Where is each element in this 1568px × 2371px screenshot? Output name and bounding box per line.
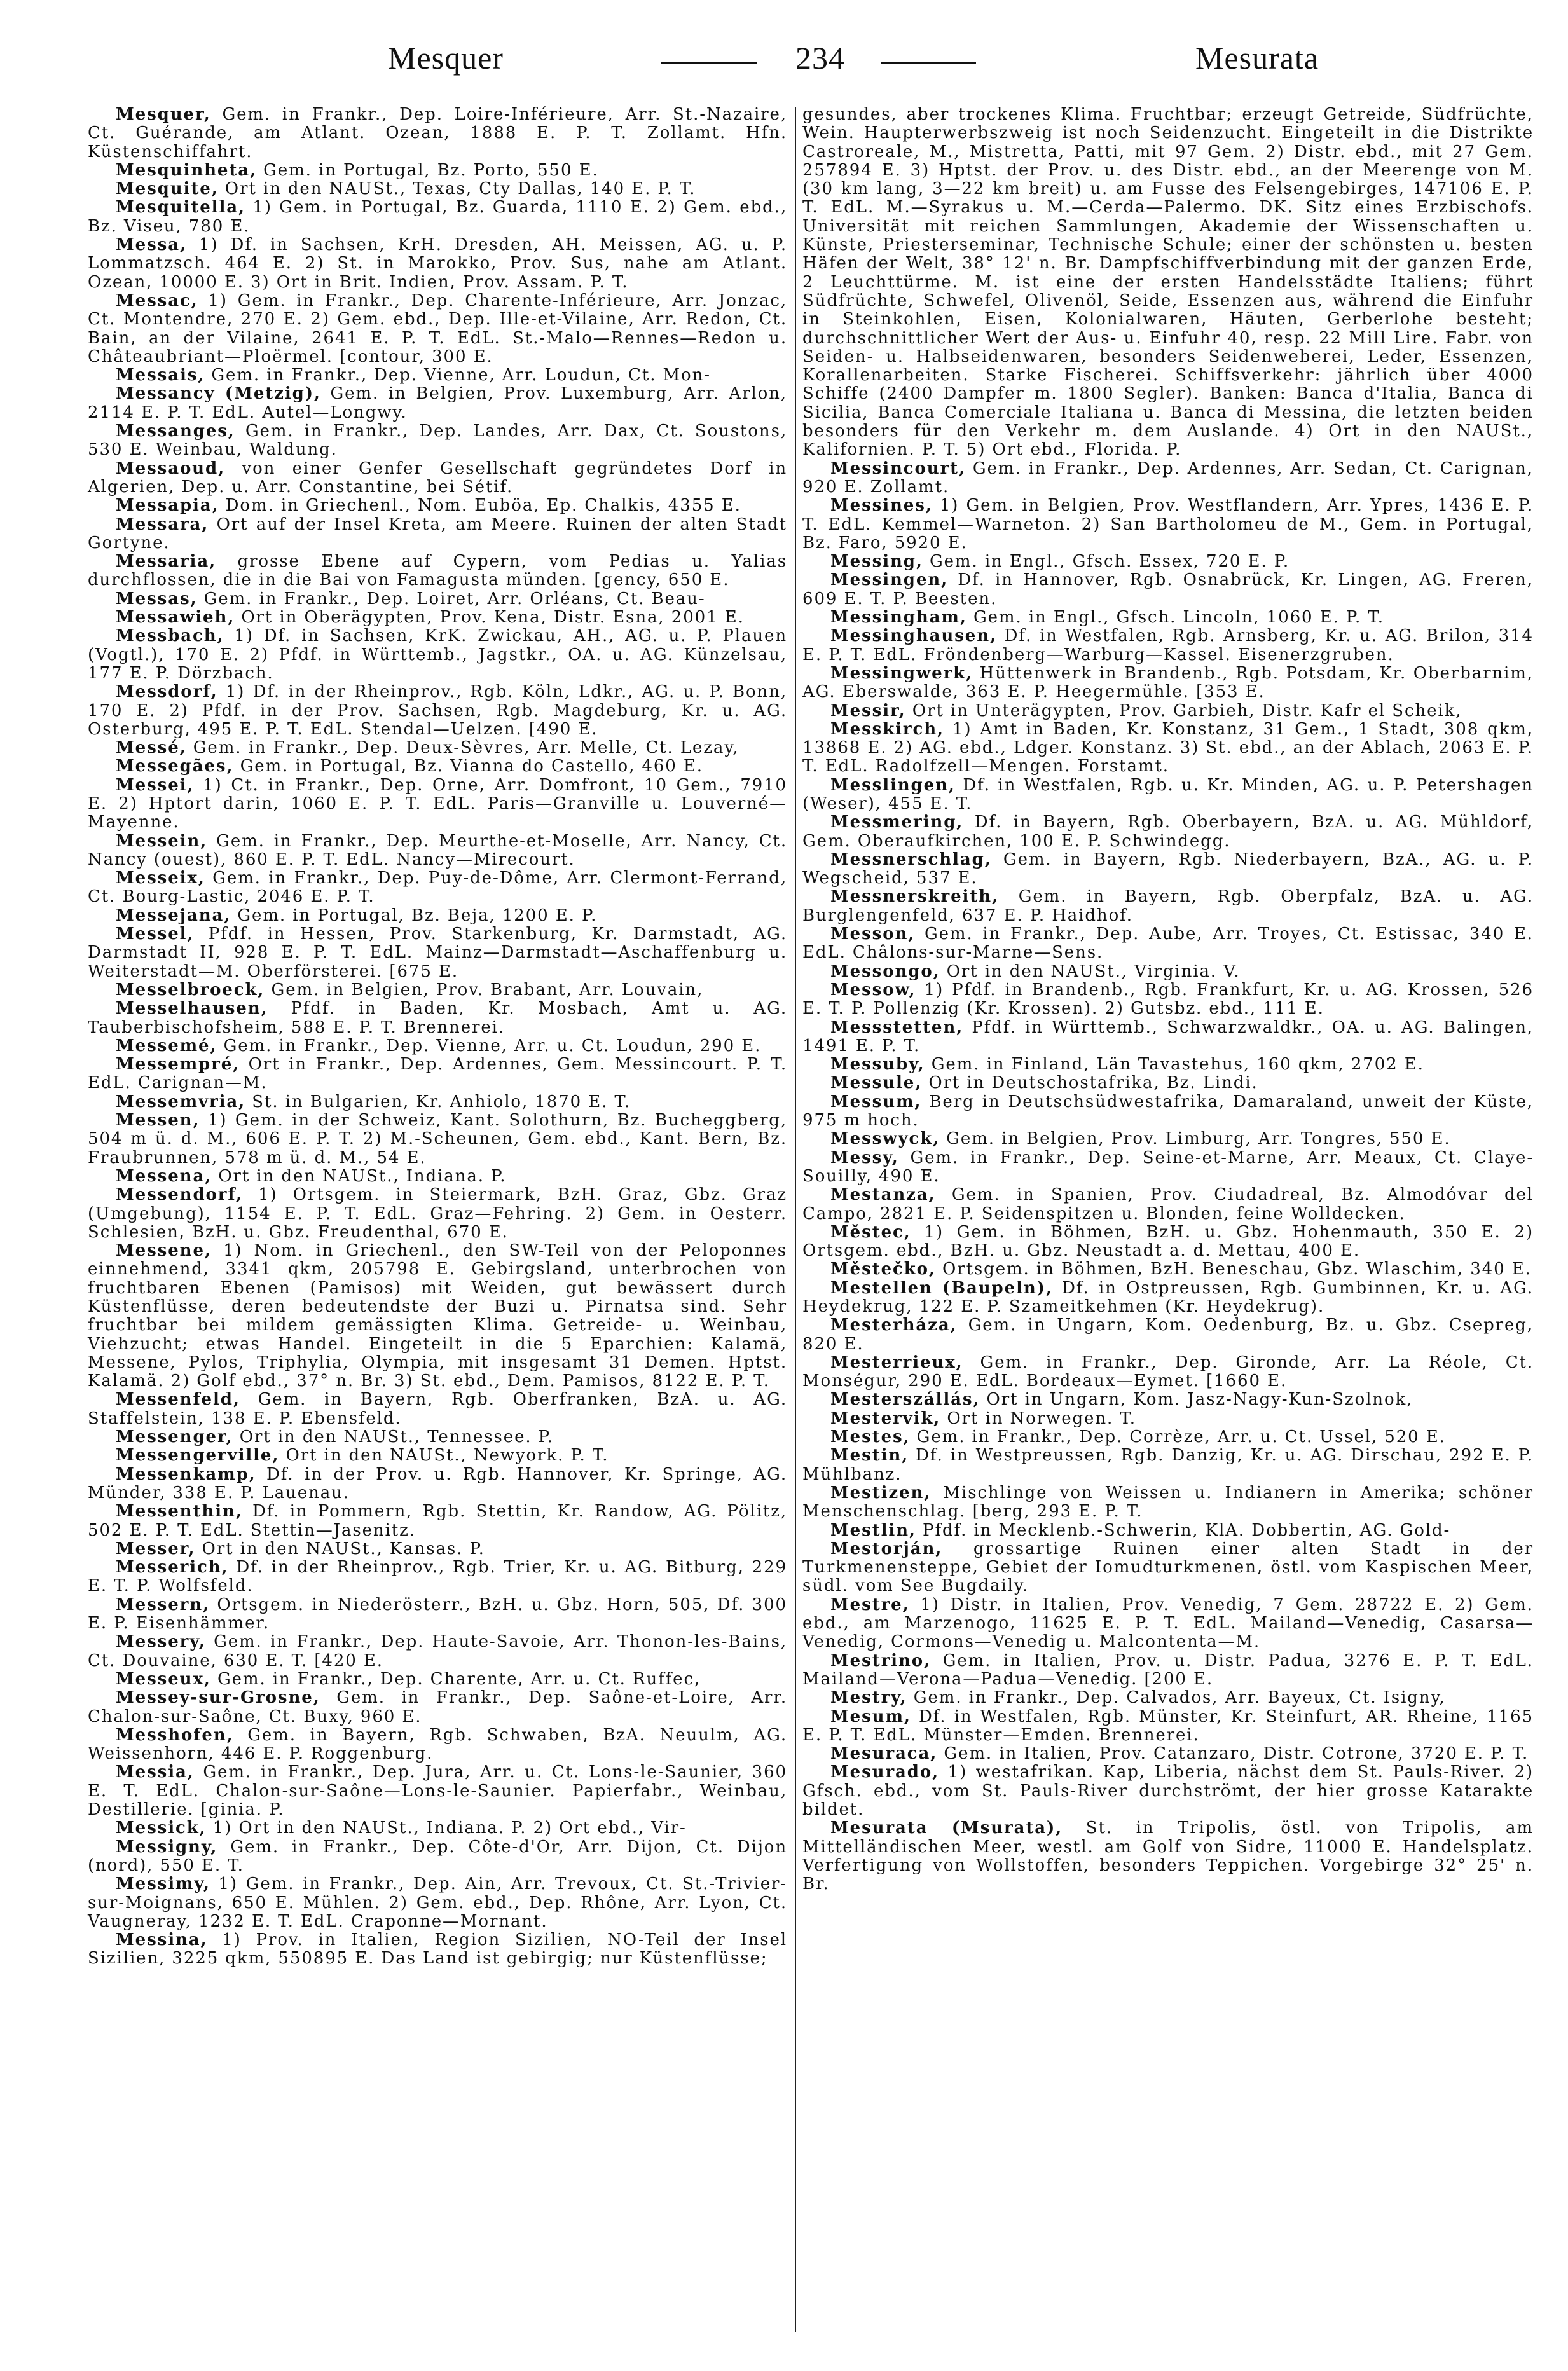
entry-headword: Messy,: [830, 1148, 899, 1167]
entry-headword: Messawieh,: [116, 608, 235, 628]
gazetteer-entry: [802, 1522, 1534, 1540]
entry-headword: Messern,: [116, 1595, 210, 1614]
gazetteer-entry: [88, 1093, 787, 1111]
gazetteer-entry: [88, 627, 787, 683]
entry-text: Gem. in Frankr., Dep. Calvados, Arr. Bayeux, Ct. Isigny,: [907, 1688, 1446, 1708]
gazetteer-entry: [802, 776, 1534, 814]
gazetteer-entry: [802, 1130, 1534, 1148]
gazetteer-entry: [802, 1391, 1534, 1409]
entry-text: Hüttenwerk in Brandenb., Rgb. Potsdam, Kr. Oberbarnim, AG. Eberswalde, 363 E. P. Heegermühle. [353 E.: [802, 663, 1534, 702]
entry-text: Gem. in Frankr., Dep. Puy-de-Dôme, Arr. Clermont-Ferrand, Ct. Bourg-Lastic, 2046 E. P. T.: [88, 869, 787, 907]
gazetteer-entry: [802, 627, 1534, 664]
entry-headword: Mesurado,: [830, 1763, 940, 1782]
entry-headword: Mestellen (Baupeln),: [830, 1278, 1053, 1298]
entry-headword: Messanges,: [116, 422, 235, 441]
gazetteer-entry: [802, 702, 1534, 720]
entry-headword: Messé,: [116, 738, 187, 758]
entry-headword: Messaria,: [116, 552, 217, 572]
entry-text: Ort in Unterägypten, Prov. Garbieh, Distr. Kafr el Scheik,: [905, 701, 1462, 720]
gazetteer-entry: [802, 1354, 1534, 1391]
entry-continuation: gesundes, aber trockenes Klima. Fruchtbar; erzeugt Getreide, Südfrüchte, Wein. Haupterwerbszweig ist noch Seidenzucht. Eingeteilt in die Distrikte Castroreale, M., Mistretta, Patti, mit 97 Gem. 2) Distr. ebd., mit 27 Gem. 257894 E. 3) Hptst. der Prov. u. des Distr. ebd., an der Meerenge von M. (30 km lang, 3—22 km breit) u. am Fusse des Felsengebirges, 147106 E. P. T. EdL. M.—Syrakus u. M.—Cerda—Palermo. DK. Sitz eines Erzbischofs. Universität mit reichen Sammlungen, Akademie der Wissenschaften u. Künste, Priesterseminar, Technische Schule; einer der schönsten u. besten Häfen der Welt, 38° 12' n. Br. Dampfschiffverbindung mit der ganzen Erde, 2 Leuchttürme. M. ist eine der ersten Handelsstädte Italiens; führt Südfrüchte, Schwefel, Olivenöl, Seide, Essenzen aus, während die Einfuhr in Steinkohlen, Eisen, Kolonialwaren, Häuten, Gerberlohe besteht; durchschnittlicher Wert der Aus- u. Einfuhr 40, resp. 22 Mill Lire. Fabr. von Seiden- u. Halbseidenwaren, besonders Seidenweberei, Leder, Essenzen, Korallenarbeiten. Starke Fischerei. Schiffsverkehr: jährlich über 4000 Schiffe (2400 Dampfer m. 1800 Segler). Banken: Banca d'Italia, Banca di Sicilia, Banca Comerciale Italiana u. Banca di Messina, die letzten beiden besonders für den Verkehr m. dem Auslande. 4) Ort in den NAUSt., Kalifornien. P. T. 5) Ort ebd., Florida. P.: [802, 105, 1534, 460]
entry-headword: Messule,: [830, 1073, 923, 1093]
gazetteer-entry: [802, 720, 1534, 776]
gazetteer-entry: [88, 1670, 787, 1689]
entry-headword: Messerich,: [116, 1558, 229, 1577]
entry-headword: Messlingen,: [830, 775, 956, 795]
gazetteer-entry: [802, 813, 1534, 851]
gazetteer-entry: [88, 683, 787, 739]
entry-headword: Messenfeld,: [116, 1390, 240, 1410]
entry-text: Berg in Deutschsüdwestafrika, Damaraland, unweit der Küste, 975 m hoch.: [802, 1092, 1534, 1131]
entry-headword: Mesterháza,: [830, 1316, 958, 1335]
gazetteer-entry: [88, 1391, 787, 1428]
entry-headword: Messempré,: [116, 1055, 240, 1075]
gazetteer-entry: [88, 757, 787, 776]
right-column: [802, 106, 1534, 1894]
entry-headword: Mesquite,: [116, 179, 219, 199]
entry-text: Gem. in Frankr., Dep. Seine-et-Marne, Arr. Meaux, Ct. Claye-Souilly, 490 E.: [802, 1148, 1534, 1186]
gazetteer-entry: [802, 664, 1534, 702]
entry-headword: Mesurata (Msurata),: [830, 1818, 1063, 1838]
gazetteer-entry: [88, 1633, 787, 1670]
entry-headword: Messelbroeck,: [116, 980, 265, 1000]
entry-headword: Messena,: [116, 1166, 212, 1186]
entry-headword: Messdorf,: [116, 682, 218, 702]
entry-text: Ort in Ungarn, Kom. Jasz-Nagy-Kun-Szolnok,: [980, 1390, 1413, 1410]
entry-text: Gem. in Belgien, Prov. Brabant, Arr. Louvain,: [265, 980, 704, 1000]
entry-headword: Messkirch,: [830, 719, 944, 739]
entry-text: Ort auf der Insel Kreta, am Meere. Ruinen der alten Stadt Gortyne.: [88, 514, 787, 553]
entry-headword: Messelhausen,: [116, 999, 268, 1019]
entry-text: Gem. in Finland, Län Tavastehus, 160 qkm, 2702 E.: [925, 1055, 1424, 1075]
entry-headword: Messir,: [830, 701, 906, 720]
gazetteer-entry: [802, 1093, 1534, 1131]
entry-headword: Mestre,: [830, 1595, 910, 1614]
entry-headword: Mesum,: [830, 1707, 911, 1726]
entry-text: grosse Ebene auf Cypern, vom Pedias u. Yalias durchflossen, die in die Bai von Famagusta münden. [gency, 650 E.: [88, 552, 787, 590]
gazetteer-entry: [88, 869, 787, 907]
entry-headword: Mestlin,: [830, 1520, 916, 1540]
entry-headword: Mestanza,: [830, 1185, 936, 1205]
entry-headword: Messbach,: [116, 626, 224, 646]
header-rule-right: [881, 62, 976, 64]
entry-headword: Messapia,: [116, 496, 219, 516]
gazetteer-entry: [88, 1931, 787, 1969]
gazetteer-entry: [88, 292, 787, 366]
entry-text: Df. in der Rheinprov., Rgb. Trier, Kr. u. AG. Bitburg, 229 E. T. P. Wolfsfeld.: [88, 1558, 787, 1596]
entry-text: 1) Nom. in Griechenl., den SW-Teil von der Peloponnes einnehmend, 3341 qkm, 205798 E. Gebirgsland, unterbrochen von fruchtbaren Ebenen (Pamisos) mit Weiden, gut bewässert durch Küstenflüsse, deren bedeutendste der Buzi u. Pirnatsa sind. Sehr fruchtbar bei mildem gemässigten Klima. Getreide- u. Weinbau, Viehzucht; etwas Handel. Eingeteilt in die 5 Eparchien: Kalamä, Messene, Pylos, Triphylia, Olympia, mit insgesamt 31 Demen. Hptst. Kalamä. 2) Golf ebd., 37° n. Br. 3) St. ebd., Dem. Pamisos, 8122 E. P. T.: [88, 1241, 787, 1391]
entry-text: Df. in Westfalen, Rgb. Münster, Kr. Steinfurt, AR. Rheine, 1165 E. P. T. EdL. Münster—Emden. Brennerei.: [802, 1707, 1534, 1745]
entry-headword: Messel,: [116, 924, 195, 944]
gazetteer-entry: [88, 516, 787, 553]
entry-text: Mischlinge von Weissen u. Indianern in Amerika; schöner Menschenschlag. [berg, 293 E. P. T.: [802, 1483, 1534, 1522]
entry-text: Gem. in Bayern, Rgb. Oberpfalz, BzA. u. AG. Burglengenfeld, 637 E. P. Haidhof.: [802, 887, 1534, 925]
entry-text: Gem. in Bayern, Rgb. Niederbayern, BzA., AG. u. P. Wegscheid, 537 E.: [802, 849, 1534, 888]
header-first-entry: Mesquer: [388, 40, 504, 76]
entry-headword: Mestes,: [830, 1427, 911, 1447]
gazetteer-entry: [88, 1242, 787, 1391]
entry-text: von einer Genfer Gesellschaft gegründetes Dorf in Algerien, Dep. u. Arr. Constantine, bei Sétif.: [88, 458, 787, 497]
gazetteer-entry: [802, 1540, 1534, 1596]
gazetteer-entry: [88, 1447, 787, 1465]
gazetteer-entry: [802, 1055, 1534, 1074]
gazetteer-entry: [802, 1260, 1534, 1279]
entry-text: Pfdf. in Württemb., Schwarzwaldkr., OA. u. AG. Balingen, 1491 E. P. T.: [802, 1017, 1534, 1055]
gazetteer-entry: [802, 1708, 1534, 1745]
entry-text: Gem. in Italien, Prov. u. Distr. Padua, 3276 E. P. T. EdL. Mailand—Verona—Padua—Venedig. [200 E.: [802, 1651, 1534, 1689]
entry-headword: Messery,: [116, 1632, 206, 1652]
entry-text: 1) Df. in Sachsen, KrH. Dresden, AH. Meissen, AG. u. P. Lommatzsch. 464 E. 2) St. in Marokko, Prov. Sus, nahe am Atlant. Ozean, 10000 E. 3) Ort in Brit. Indien, Prov. Assam. P. T.: [88, 235, 787, 292]
entry-headword: Messinghausen,: [830, 626, 997, 646]
entry-headword: Messimy,: [116, 1874, 210, 1894]
entry-text: 1) Gem. in Frankr., Dep. Ain, Arr. Trevoux, Ct. St.-Trivier-sur-Moignans, 650 E. Mühlen. 2) Gem. ebd., Dep. Rhône, Arr. Lyon, Ct. Vaugneray, 1232 E. T. EdL. Craponne—Mornant.: [88, 1874, 787, 1931]
entry-headword: Messeux,: [116, 1669, 211, 1689]
entry-text: Ort in den NAUSt., Indiana. P.: [212, 1166, 507, 1186]
entry-text: 1) Gem. in Böhmen, BzH. u. Gbz. Hohenmauth, 350 E. 2) Ortsgem. ebd., BzH. u. Gbz. Neustadt a. d. Mettau, 400 E.: [802, 1222, 1534, 1261]
gazetteer-entry: [88, 497, 787, 515]
entry-headword: Messara,: [116, 514, 209, 534]
left-column: [88, 106, 787, 1969]
entry-text: 1) Amt in Baden, Kr. Konstanz, 31 Gem., 1 Stadt, 308 qkm, 13868 E. 2) AG. ebd., Ldger. Konstanz. 3) St. ebd., an der Ablach, 2063 E. P. T. EdL. Radolfzell—Mengen. Forstamt.: [802, 719, 1534, 776]
header-last-entry: Mesurata: [1195, 40, 1319, 76]
entry-text: 1) Prov. in Italien, Region Sizilien, NO-Teil der Insel Sizilien, 3225 qkm, 550895 E. Das Land ist gebirgig; nur Küstenflüsse;: [88, 1930, 787, 1969]
gazetteer-entry: [88, 776, 787, 832]
entry-headword: Mestry,: [830, 1688, 907, 1708]
entry-text: Ort in den NAUSt., Texas, Cty Dallas, 140 E. P. T.: [218, 179, 696, 199]
entry-headword: Messuby,: [830, 1055, 925, 1075]
entry-text: St. in Tripolis, östl. von Tripolis, am Mittelländischen Meer, westl. am Golf von Sidre, 11000 E. Handelsplatz. Verfertigung von Wollstoffen, besonders Teppichen. Vorgebirge 32° 25' n. Br.: [802, 1818, 1534, 1894]
entry-headword: Mesuraca,: [830, 1744, 938, 1764]
gazetteer-entry: [802, 1279, 1534, 1317]
entry-text: Df. in Bayern, Rgb. Oberbayern, BzA. u. AG. Mühldorf, Gem. Oberaufkirchen, 100 E. P. Schwindegg.: [802, 813, 1534, 851]
entry-headword: Messengerville,: [116, 1446, 280, 1466]
entry-text: St. in Bulgarien, Kr. Anhiolo, 1870 E. T.: [245, 1092, 631, 1111]
entry-text: 1) Distr. in Italien, Prov. Venedig, 7 Gem. 28722 E. 2) Gem. ebd., am Marzenogo, 11625 E. P. T. EdL. Mailand—Venedig, Casarsa—Venedig, Cormons—Venedig u. Malcontenta—M.: [802, 1595, 1534, 1652]
entry-text: Gem. in Frankr., Dep. Charente, Arr. u. Ct. Ruffec,: [210, 1669, 701, 1689]
gazetteer-entry: [88, 590, 787, 608]
entry-text: Pfdf. in Hessen, Prov. Starkenburg, Kr. Darmstadt, AG. Darmstadt II, 928 E. P. T. EdL. Mainz—Darmstadt—Aschaffenburg u. Weiterstadt—M. Oberförsterei. [675 E.: [88, 924, 787, 981]
entry-text: Df. in Westpreussen, Rgb. Danzig, Kr. u. AG. Dirschau, 292 E. P. Mühlbanz.: [802, 1446, 1534, 1484]
entry-text: Gem. in Frankr., Dep. Saône-et-Loire, Arr. Chalon-sur-Saône, Ct. Buxy, 960 E.: [88, 1688, 787, 1726]
entry-text: 1) Df. in Sachsen, KrK. Zwickau, AH., AG. u. P. Plauen (Vogtl.), 170 E. 2) Pfdf. in Württemb., Jagstkr., OA. u. AG. Künzelsau, 177 E. P. Dörzbach.: [88, 626, 787, 683]
entry-headword: Messas,: [116, 589, 198, 608]
gazetteer-entry: [802, 553, 1534, 571]
entry-headword: Mesquitella,: [116, 198, 245, 217]
gazetteer-entry: [88, 385, 787, 422]
entry-text: Df. in Westfalen, Rgb. u. Kr. Minden, AG. u. P. Petershagen (Weser), 455 E. T.: [802, 775, 1534, 813]
entry-text: Ort in den NAUSt., Virginia. V.: [940, 961, 1241, 981]
gazetteer-entry: [88, 1819, 787, 1838]
gazetteer-entry: [88, 460, 787, 497]
entry-headword: Messei,: [116, 775, 195, 795]
gazetteer-entry: [88, 1596, 787, 1633]
entry-text: Gem. in Engl., Gfsch. Essex, 720 E. P.: [923, 552, 1290, 572]
gazetteer-entry: [802, 1316, 1534, 1354]
gazetteer-entry: [88, 1186, 787, 1242]
entry-text: Ort in den NAUSt., Newyork. P. T.: [279, 1446, 609, 1466]
entry-text: Gem. in Belgien, Prov. Limburg, Arr. Tongres, 550 E.: [940, 1129, 1451, 1149]
entry-text: 1) Gem. in der Schweiz, Kant. Solothurn, Bz. Bucheggberg, 504 m ü. d. M., 606 E. P. T. 2) M.-Scheunen, Gem. ebd., Kant. Bern, Bz. Fraubrunnen, 578 m ü. d. M., 54 E.: [88, 1111, 787, 1167]
gazetteer-entry: [88, 981, 787, 1000]
entry-headword: Messnerskreith,: [830, 887, 999, 907]
entry-headword: Messow,: [830, 980, 916, 1000]
entry-headword: Messaoud,: [116, 458, 226, 478]
entry-text: 1) Gem. in Portugal, Bz. Guarda, 1110 E. 2) Gem. ebd., Bz. Viseu, 780 E.: [88, 198, 787, 236]
gazetteer-entry: [88, 422, 787, 460]
entry-text: Df. in Hannover, Rgb. Osnabrück, Kr. Lingen, AG. Freren, 609 E. T. P. Beesten.: [802, 570, 1534, 608]
gazetteer-entry: [802, 1074, 1534, 1092]
entry-text: 1) Gem. in Belgien, Prov. Westflandern, Arr. Ypres, 1436 E. P. T. EdL. Kemmel—Warneton. 2) San Bartholomeu de M., Gem. in Portugal, Bz. Faro, 5920 E.: [802, 496, 1534, 553]
gazetteer-entry: [802, 888, 1534, 925]
entry-headword: Mesquer,: [116, 105, 211, 124]
entry-text: Df. in Ostpreussen, Rgb. Gumbinnen, Kr. u. AG. Heydekrug, 122 E. P. Szameitkehmen (Kr. Heydekrug).: [802, 1278, 1534, 1316]
gazetteer-entry: [802, 1149, 1534, 1186]
gazetteer-entry: [88, 1726, 787, 1764]
gazetteer-entry: [88, 1466, 787, 1503]
entry-headword: Messhofen,: [116, 1725, 234, 1745]
gazetteer-entry: [88, 1540, 787, 1558]
entry-text: Ort in den NAUSt., Tennessee. P.: [233, 1427, 554, 1447]
entry-headword: Mesquinheta,: [116, 160, 257, 180]
entry-text: 1) Pfdf. in Brandenb., Rgb. Frankfurt, Kr. u. AG. Krossen, 526 E. T. P. Pollenzig (Kr. Krossen). 2) Gutsbz. ebd., 111 E.: [802, 980, 1534, 1019]
gazetteer-entry: [88, 1502, 787, 1540]
gazetteer-entry: [802, 1186, 1534, 1223]
entry-text: Gem. in Belgien, Prov. Luxemburg, Arr. Arlon, 2114 E. P. T. EdL. Autel—Longwy.: [88, 384, 787, 422]
entry-text: Gem. in Frankr., Dep. Deux-Sèvres, Arr. Melle, Ct. Lezay,: [186, 738, 739, 758]
entry-headword: Messejana,: [116, 905, 231, 925]
entry-headword: Messenger,: [116, 1427, 233, 1447]
gazetteer-entry: [88, 1428, 787, 1447]
gazetteer-entry: [88, 1055, 787, 1093]
entry-text: Ort in Norwegen. T.: [940, 1408, 1136, 1428]
gazetteer-entry: [802, 1745, 1534, 1763]
entry-headword: Messenkamp,: [116, 1464, 256, 1484]
entry-headword: Messancy (Metzig),: [116, 384, 321, 404]
entry-headword: Messer,: [116, 1539, 196, 1558]
entry-text: Gem. in Frankr., Dep. Aube, Arr. Troyes, Ct. Estissac, 340 E. EdL. Châlons-sur-Marne—Sens.: [802, 924, 1534, 963]
entry-headword: Messia,: [116, 1763, 195, 1782]
entry-text: Gem. in Portugal, Bz. Vianna do Castello, 460 E.: [233, 757, 703, 776]
entry-headword: Messene,: [116, 1241, 212, 1261]
entry-text: Pfdf. in Mecklenb.-Schwerin, KlA. Dobbertin, AG. Gold-: [916, 1520, 1451, 1540]
entry-text: Gem. in Frankr., Dep. Vienne, Arr. Loudun, Ct. Mon-: [205, 366, 711, 385]
entry-text: Gem. in Frankr., Dep. Vienne, Arr. u. Ct. Loudun, 290 E.: [217, 1036, 762, 1055]
gazetteer-entry: [88, 162, 787, 180]
entry-headword: Mestrino,: [830, 1651, 931, 1670]
entry-headword: Mestizen,: [830, 1483, 932, 1502]
gazetteer-entry: [88, 739, 787, 757]
entry-headword: Messum,: [830, 1092, 922, 1111]
entry-text: Gem. in Ungarn, Kom. Oedenburg, Bz. u. Gbz. Csepreg, 820 E.: [802, 1316, 1534, 1354]
entry-headword: Městec,: [830, 1222, 911, 1242]
entry-text: Gem. in Frankr., Dep. Haute-Savoie, Arr. Thonon-les-Bains, Ct. Douvaine, 630 E. T. [420 E.: [88, 1632, 787, 1670]
gazetteer-entry: [88, 1558, 787, 1596]
entry-text: Gem. in Bayern, Rgb. Oberfranken, BzA. u. AG. Staffelstein, 138 E. P. Ebensfeld.: [88, 1390, 787, 1428]
entry-text: 1) Df. in der Rheinprov., Rgb. Köln, Ldkr., AG. u. P. Bonn, 170 E. 2) Pfdf. in der Prov. Sachsen, Rgb. Magdeburg, Kr. u. AG. Osterburg, 495 E. P. T. EdL. Stendal—Uelzen. [490 E.: [88, 682, 787, 739]
entry-headword: Messina,: [116, 1930, 208, 1950]
entry-text: 1) westafrikan. Kap, Liberia, nächst dem St. Pauls-River. 2) Gfsch. ebd., vom St. Pauls-River durchströmt, der hier grosse Katarakte bildet.: [802, 1763, 1534, 1820]
entry-headword: Messing,: [830, 552, 923, 572]
column-divider: [795, 107, 796, 2332]
gazetteer-entry: [802, 963, 1534, 981]
entry-headword: Messigny,: [116, 1837, 218, 1857]
entry-headword: Messemvria,: [116, 1092, 246, 1111]
entry-text: Df. in Pommern, Rgb. Stettin, Kr. Randow, AG. Pölitz, 502 E. P. T. EdL. Stettin—Jasenitz.: [88, 1502, 787, 1540]
gazetteer-entry: [88, 907, 787, 925]
entry-headword: Messac,: [116, 291, 198, 310]
entry-text: Gem. in Frankr., Dep. Loiret, Arr. Orléans, Ct. Beau-: [197, 589, 706, 608]
gazetteer-entry: [88, 236, 787, 292]
gazetteer-entry: [88, 1111, 787, 1167]
entry-text: Ort in Frankr., Dep. Ardennes, Gem. Messincourt. P. T. EdL. Carignan—M.: [88, 1055, 787, 1093]
gazetteer-entry: [88, 1000, 787, 1037]
entry-text: 1) Ort in den NAUSt., Indiana. P. 2) Ort ebd., Vir-: [206, 1818, 687, 1838]
entry-text: 1) Gem. in Frankr., Dep. Charente-Inférieure, Arr. Jonzac, Ct. Montendre, 270 E. 2) Gem. ebd., Dep. Ille-et-Vilaine, Arr. Redon, Ct. Bain, an der Vilaine, 2641 E. P. T. EdL. St.-Malo—Rennes—Redon u. Châteaubriant—Ploërmel. [contour, 300 E.: [88, 291, 787, 366]
entry-headword: Mestin,: [830, 1446, 909, 1466]
gazetteer-entry: [88, 106, 787, 162]
entry-headword: Messemé,: [116, 1036, 217, 1055]
gazetteer-entry: [802, 981, 1534, 1019]
entry-headword: Mesterszállás,: [830, 1390, 980, 1410]
gazetteer-entry: [802, 1410, 1534, 1428]
entry-text: Ort in den NAUSt., Kansas. P.: [195, 1539, 485, 1558]
entry-headword: Messongo,: [830, 961, 940, 981]
entry-text: 1) Ortsgem. in Steiermark, BzH. Graz, Gbz. Graz (Umgebung), 1154 E. P. T. EdL. Graz—Fehring. 2) Gem. in Oesterr. Schlesien, BzH. u. Gbz. Freudenthal, 670 E.: [88, 1185, 787, 1242]
entry-text: Gem. in Frankr., Dep. Ardennes, Arr. Sedan, Ct. Carignan, 920 E. Zollamt.: [802, 458, 1534, 497]
entry-headword: Messingwerk,: [830, 663, 973, 683]
page-number: 234: [795, 40, 845, 76]
entry-text: Gem. in Frankr., Dep. Landes, Arr. Dax, Ct. Soustons, 530 E. Weinbau, Waldung.: [88, 422, 787, 460]
entry-text: Gem. in Italien, Prov. Catanzaro, Distr. Cotrone, 3720 E. P. T.: [937, 1744, 1529, 1764]
entry-headword: Messey-sur-Grosne,: [116, 1688, 320, 1708]
entry-text: grossartige Ruinen einer alten Stadt in der Turkmenensteppe, Gebiet der Iomudturkmenen, östl. vom Kaspischen Meer, südl. vom See Bugdaily.: [802, 1539, 1534, 1596]
entry-text: Gem. in Frankr., Dep. Côte-d'Or, Arr. Dijon, Ct. Dijon (nord), 550 E. T.: [88, 1837, 787, 1875]
gazetteer-entry: [88, 608, 787, 627]
page-header: [89, 39, 1545, 90]
gazetteer-entry: [802, 1652, 1534, 1689]
gazetteer-entry: [88, 198, 787, 236]
entry-headword: Messincourt,: [830, 458, 966, 478]
entry-text: Ortsgem. in Böhmen, BzH. Beneschau, Gbz. Wlaschim, 340 E.: [935, 1260, 1532, 1279]
entry-headword: Messines,: [830, 496, 933, 516]
gazetteer-entry: [802, 1689, 1534, 1707]
entry-headword: Messeix,: [116, 869, 205, 888]
gazetteer-entry: [88, 1838, 787, 1876]
entry-headword: Mestorján,: [830, 1539, 943, 1558]
gazetteer-entry: [88, 1037, 787, 1055]
entry-text: Ort in Deutschostafrika, Bz. Lindi.: [922, 1073, 1258, 1093]
gazetteer-entry: [802, 1019, 1534, 1056]
entry-text: Gem. in Frankr., Dep. Gironde, Arr. La Réole, Ct. Monségur, 290 E. EdL. Bordeaux—Eymet. [1660 E.: [802, 1352, 1534, 1391]
entry-headword: Messen,: [116, 1111, 200, 1131]
entry-text: Gem. in Frankr., Dep. Loire-Inférieure, Arr. St.-Nazaire, Ct. Guérande, am Atlant. Ozean, 1888 E. P. T. Zollamt. Hfn. Küstenschiffahrt.: [88, 105, 787, 162]
gazetteer-entry: [802, 497, 1534, 553]
gazetteer-entry: [88, 553, 787, 590]
entry-headword: Messnerschlag,: [830, 849, 992, 869]
entry-text: Gem. in Spanien, Prov. Ciudadreal, Bz. Almodóvar del Campo, 2821 E. P. Seidenspitzen u. Blonden, feine Wolldecken.: [802, 1185, 1534, 1223]
gazetteer-entry: [88, 925, 787, 981]
gazetteer-entry: [802, 1223, 1534, 1261]
entry-text: Dom. in Griechenl., Nom. Euböa, Ep. Chalkis, 4355 E.: [219, 496, 741, 516]
entry-headword: Messa,: [116, 235, 187, 255]
entry-text: Df. in der Prov. u. Rgb. Hannover, Kr. Springe, AG. Münder, 338 E. P. Lauenau.: [88, 1464, 787, 1502]
entry-text: Gem. in Portugal, Bz. Porto, 550 E.: [256, 160, 599, 180]
gazetteer-entry: [88, 1167, 787, 1186]
entry-headword: Messein,: [116, 831, 208, 851]
gazetteer-entry: [802, 851, 1534, 888]
entry-headword: Messingen,: [830, 570, 949, 590]
gazetteer-entry: [88, 832, 787, 870]
gazetteer-entry: [802, 925, 1534, 963]
entry-headword: Městečko,: [830, 1260, 936, 1279]
gazetteer-entry: [802, 1484, 1534, 1522]
entry-headword: Messenthin,: [116, 1502, 243, 1522]
entry-headword: Messais,: [116, 366, 205, 385]
entry-text: Ortsgem. in Niederösterr., BzH. u. Gbz. Horn, 505, Df. 300 E. P. Eisenhämmer.: [88, 1595, 787, 1633]
entry-text: Ort in Oberägypten, Prov. Kena, Distr. Esna, 2001 E.: [235, 608, 745, 628]
entry-text: Gem. in Engl., Gfsch. Lincoln, 1060 E. P. T.: [966, 608, 1384, 628]
header-rule-left: [661, 62, 757, 64]
gazetteer-entry: [802, 1819, 1534, 1893]
entry-headword: Messendorf,: [116, 1185, 243, 1205]
entry-headword: Mestervik,: [830, 1408, 941, 1428]
entry-text: 1) Ct. in Frankr., Dep. Orne, Arr. Domfront, 10 Gem., 7910 E. 2) Hptort darin, 1060 E. P. T. EdL. Paris—Granville u. Louverné—Mayenne.: [88, 775, 787, 832]
entry-headword: Messstetten,: [830, 1017, 964, 1037]
gazetteer-entry: [802, 1763, 1534, 1819]
gazetteer-entry: [802, 1428, 1534, 1447]
gazetteer-entry: [88, 366, 787, 385]
entry-headword: Messick,: [116, 1818, 207, 1838]
gazetteer-entry: [802, 460, 1534, 497]
gazetteer-entry: [802, 1596, 1534, 1652]
entry-headword: Messon,: [830, 924, 916, 944]
entry-text: Gem. in Portugal, Bz. Beja, 1200 E. P.: [231, 905, 598, 925]
gazetteer-entry: [88, 180, 787, 198]
gazetteer-entry: [802, 1447, 1534, 1484]
entry-text: Gem. in Frankr., Dep. Corrèze, Arr. u. Ct. Ussel, 520 E.: [910, 1427, 1446, 1447]
entry-headword: Messmering,: [830, 813, 964, 832]
entry-text: Gem. in Frankr., Dep. Jura, Arr. u. Ct. Lons-le-Saunier, 360 E. T. EdL. Chalon-sur-Saône—Lons-le-Saunier. Papierfabr., Weinbau, Destillerie. [ginia. P.: [88, 1763, 787, 1820]
entry-headword: Messwyck,: [830, 1129, 940, 1149]
entry-headword: Mesterrieux,: [830, 1352, 963, 1372]
gazetteer-entry: [802, 608, 1534, 627]
gazetteer-entry: [88, 1875, 787, 1931]
entry-text: Df. in Westfalen, Rgb. Arnsberg, Kr. u. AG. Brilon, 314 E. P. T. EdL. Fröndenberg—Warburg—Kassel. Eisenerzgruben.: [802, 626, 1534, 664]
entry-headword: Messegães,: [116, 757, 234, 776]
gazetteer-entry: [802, 571, 1534, 608]
entry-text: Pfdf. in Baden, Kr. Mosbach, Amt u. AG. Tauberbischofsheim, 588 E. P. T. Brennerei.: [88, 999, 787, 1037]
entry-text: Gem. in Bayern, Rgb. Schwaben, BzA. Neuulm, AG. Weissenhorn, 446 E. P. Roggenburg.: [88, 1725, 787, 1764]
gazetteer-entry: [88, 1689, 787, 1726]
entry-headword: Messingham,: [830, 608, 967, 628]
gazetteer-entry: [88, 1763, 787, 1819]
entry-text: Gem. in Frankr., Dep. Meurthe-et-Moselle, Arr. Nancy, Ct. Nancy (ouest), 860 E. P. T. EdL. Nancy—Mirecourt.: [88, 831, 787, 869]
